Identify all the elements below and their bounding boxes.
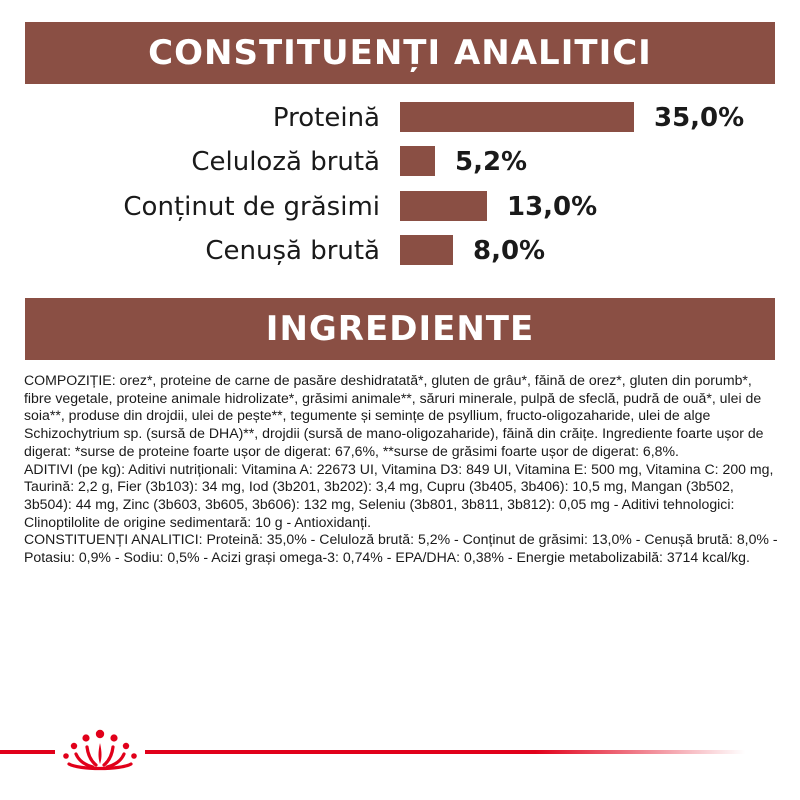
chart-category-label: Conținut de grăsimi	[123, 192, 380, 222]
chart-row	[0, 233, 800, 269]
royal-canin-crown-icon	[55, 724, 145, 780]
additives-paragraph: ADITIVI (pe kg): Aditivi nutriționali: Vitamina A: 22673 UI, Vitamina D3: 849 UI, Vitamina E: 500 mg, Vitamina C: 200 mg, Taurină: 2,2 g, Fier (3b103): 34 mg, Iod (3b201, 3b202): 3,4 mg, Cupru (3b405, 3b406): 10,5 mg, Mangan (3b502, 3b504): 44 mg, Zinc (3b603, 3b605, 3b606): 132 mg, Seleniu (3b801, 3b811, 3b812): 0,05 mg - Aditivi tehnologici: Clinoptilolite de origine sedimentară: 10 g - Antioxidanți.	[24, 460, 774, 530]
composition-paragraph: COMPOZIȚIE: orez*, proteine de carne de pasăre deshidratată*, gluten de grâu*, făină de orez*, gluten din porumb*, fibre vegetale, proteine animale hidrolizate*, grăsimi animale**, săruri minerale, pulpă de sfeclă, pudră de ouă*, ulei de soia**, produse din drojdii, ulei de pește**, tegumente și semințe de psyllium, fructo-oligozaharide, ulei de alge Schizochytrium sp. (sursă de DHA)**, drojdii (sursă de mano-oligozaharide), făină din crăițe. Ingrediente foarte ușor de digerat: *surse de proteine foarte ușor de digerat: 67,6%, **surse de grăsimi foarte ușor de digerat: 6,8%.	[24, 372, 764, 459]
chart-category-label: Celuloză brută	[191, 147, 380, 177]
chart-category-label: Cenușă brută	[205, 236, 380, 266]
chart-bar	[400, 191, 487, 221]
chart-bar	[400, 102, 634, 132]
chart-value-label: 35,0%	[654, 103, 745, 133]
analytic-constituents-title: CONSTITUENȚI ANALITICI	[148, 33, 652, 73]
chart-bar	[400, 146, 435, 176]
chart-row	[0, 100, 800, 136]
chart-value-label: 8,0%	[473, 236, 546, 266]
ingredients-banner	[25, 298, 775, 360]
footer-line-left	[0, 750, 55, 754]
ingredients-title: INGREDIENTE	[265, 309, 535, 349]
chart-category-label: Proteină	[272, 103, 380, 133]
ingredients-text	[24, 372, 780, 567]
chart-bar	[400, 235, 453, 265]
chart-row	[0, 189, 800, 225]
analytic-paragraph: CONSTITUENȚI ANALITICI: Proteină: 35,0% - Celuloză brută: 5,2% - Conținut de grăsimi: 13,0% - Cenușă brută: 8,0% - Potasiu: 0,9% - Sodiu: 0,5% - Acizi grași omega-3: 0,74% - EPA/DHA: 0,38% - Energie metabolizabilă: 3714 kcal/kg.	[24, 531, 778, 566]
chart-value-label: 13,0%	[507, 192, 598, 222]
analytic-bar-chart	[0, 0, 800, 290]
chart-value-label: 5,2%	[455, 147, 528, 177]
chart-row	[0, 144, 800, 180]
footer-line-right	[145, 750, 745, 754]
